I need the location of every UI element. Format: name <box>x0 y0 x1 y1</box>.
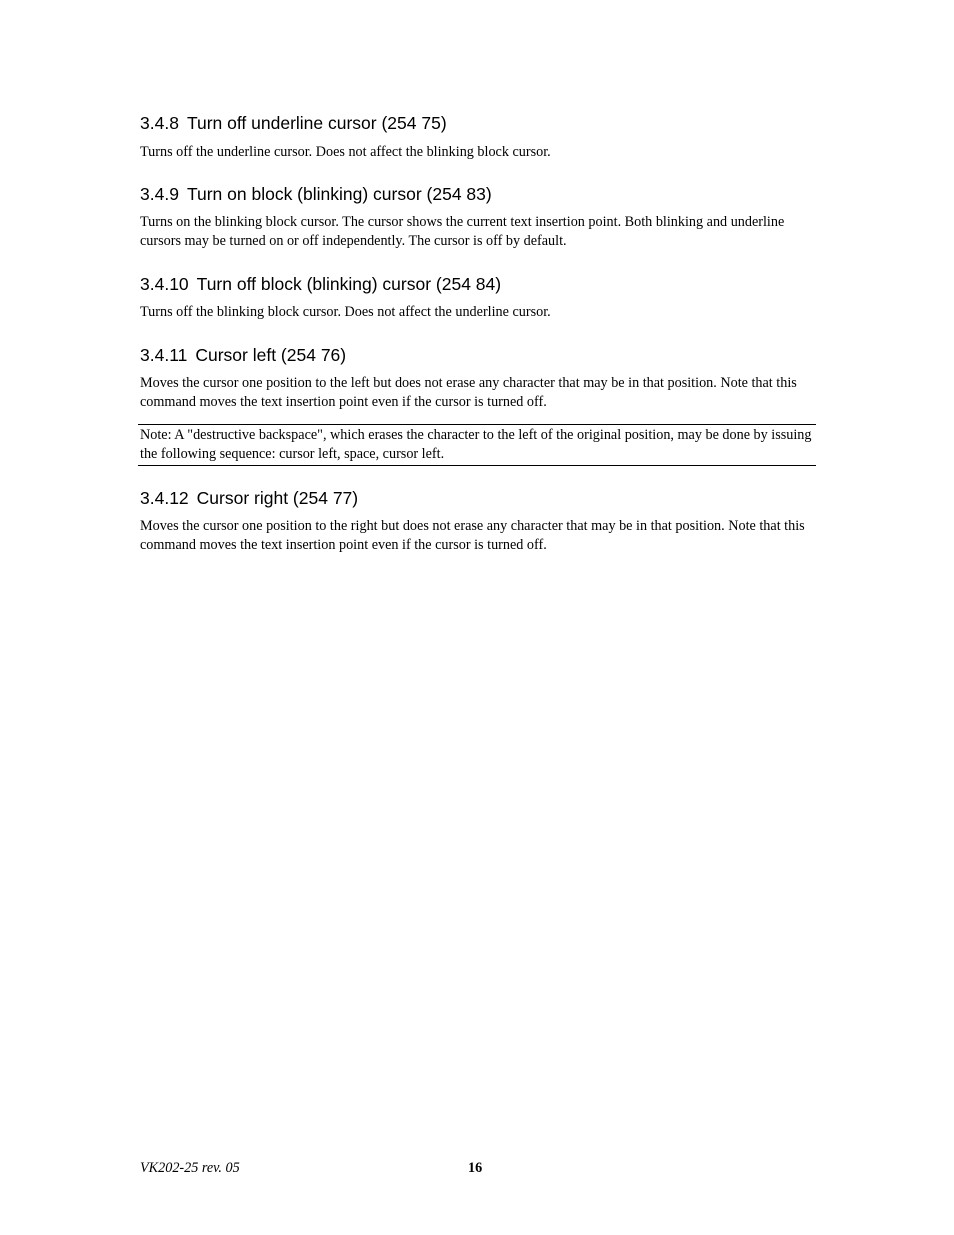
section-heading-3-4-10 <box>140 273 816 295</box>
section-number: 3.4.10 <box>140 274 189 294</box>
section-number: 3.4.9 <box>140 184 179 204</box>
section-body-3-4-12: Moves the cursor one position to the right but does not erase any character that may be in that position. Note that this command moves the text insertion point even if the cursor is turned off. <box>140 518 805 553</box>
section-number: 3.4.8 <box>140 113 179 133</box>
note-text: Note: A "destructive backspace", which erases the character to the left of the original position, may be done by issuing the following sequence: cursor left, space, cursor left. <box>140 427 812 462</box>
section-body-3-4-8: Turns off the underline cursor. Does not affect the blinking block cursor. <box>140 144 551 160</box>
note-box <box>138 424 816 466</box>
section-title: Turn off underline cursor (254 75) <box>186 113 447 133</box>
section-number: 3.4.12 <box>140 488 189 508</box>
section-heading-3-4-8 <box>140 112 816 134</box>
section-number: 3.4.11 <box>140 345 188 365</box>
section-title: Turn on block (blinking) cursor (254 83) <box>186 184 492 204</box>
section-heading-3-4-12 <box>140 487 816 509</box>
section-body-3-4-9: Turns on the blinking block cursor. The cursor shows the current text insertion point. Both blinking and underline cursors may be turned on or off independently. The cursor is off by default. <box>140 214 785 249</box>
footer-document-id: VK202-25 rev. 05 <box>140 1160 240 1176</box>
section-title: Cursor left (254 76) <box>195 345 347 365</box>
section-body-3-4-10: Turns off the blinking block cursor. Does not affect the underline cursor. <box>140 304 551 320</box>
footer-page-number: 16 <box>468 1160 483 1176</box>
section-title: Turn off block (blinking) cursor (254 84) <box>196 274 502 294</box>
section-heading-3-4-9 <box>140 183 816 205</box>
section-body-3-4-11: Moves the cursor one position to the left but does not erase any character that may be in that position. Note that this command moves the text insertion point even if the cursor is turned off. <box>140 375 797 410</box>
section-title: Cursor right (254 77) <box>196 488 359 508</box>
section-heading-3-4-11 <box>140 344 816 366</box>
